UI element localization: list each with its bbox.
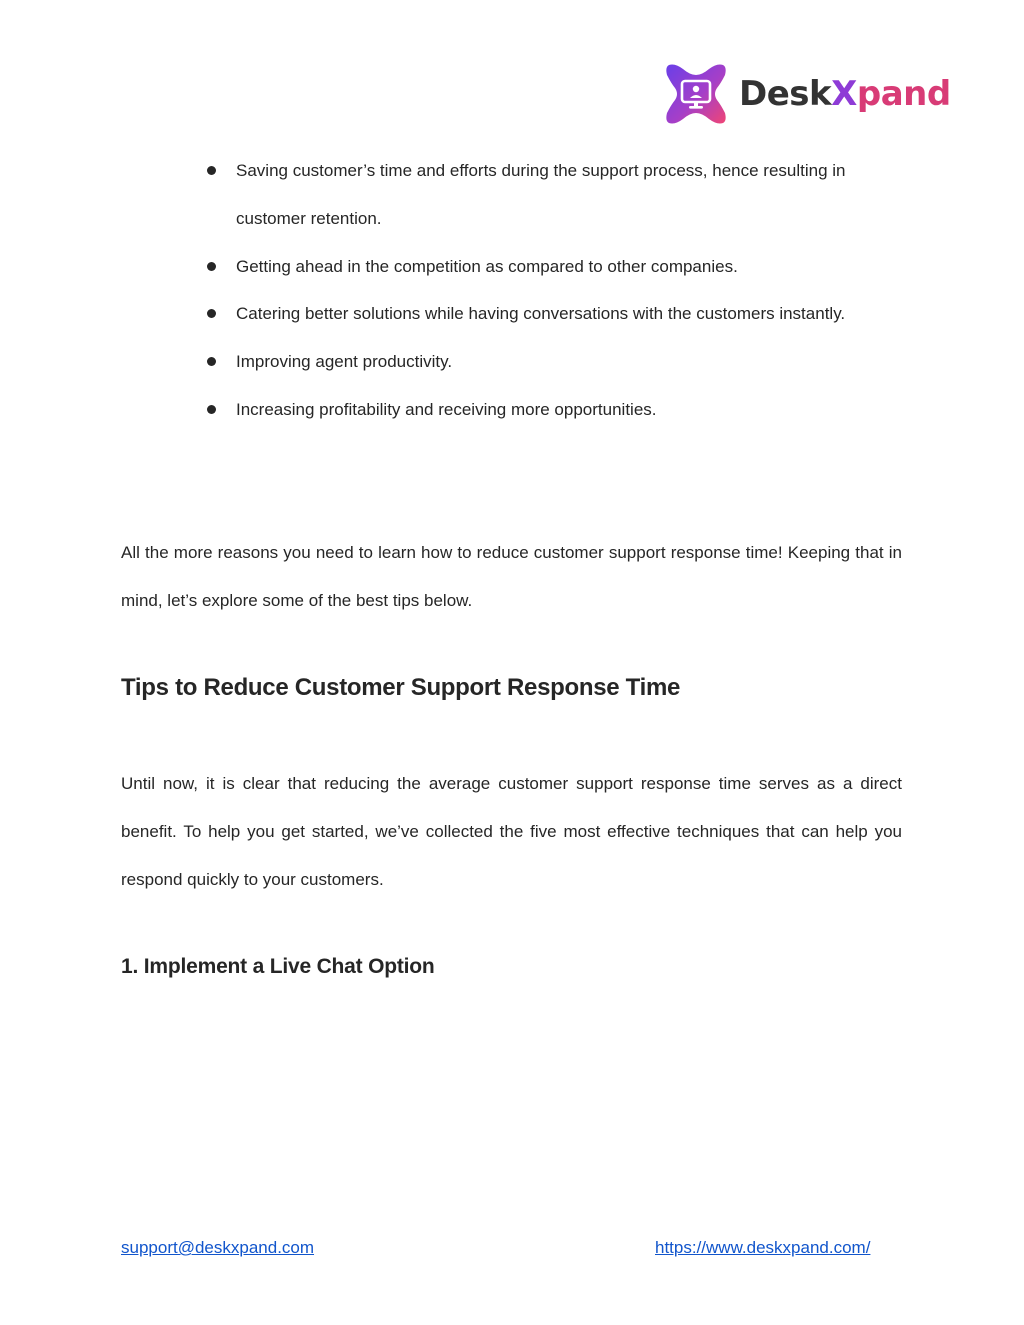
bullet-icon [207,166,216,175]
deskxpand-logo [663,60,951,128]
bullet-icon [207,309,216,318]
logo-text-x: X [831,74,857,114]
list-item-text: Saving customer’s time and efforts during the support process, hence resulting in customer retention. [236,161,846,228]
list-item [204,243,904,291]
logo-text-desk: Desk [739,74,832,114]
list-item [204,147,904,243]
support-email-link[interactable]: support@deskxpand.com [121,1238,315,1257]
tips-intro-paragraph: Until now, it is clear that reducing the average customer support response time serves as a direct benefit. To help you get started, we’ve collected the five most effective techniques that can help you respond quickly to your customers. [121,774,902,889]
deskxpand-logo-wordmark [739,74,951,114]
subheading-live-chat: 1. Implement a Live Chat Option [121,955,435,978]
section-heading-tips: Tips to Reduce Customer Support Response Time [121,674,681,701]
deskxpand-logo-icon [663,61,729,127]
website-link[interactable]: https://www.deskxpand.com/ [655,1238,871,1257]
bullet-icon [207,262,216,271]
list-item [204,290,904,338]
bullet-icon [207,405,216,414]
list-item-text: Increasing profitability and receiving more opportunities. [236,399,657,419]
list-item-text: Improving agent productivity. [236,352,453,372]
bullet-icon [207,357,216,366]
list-item-text: Getting ahead in the competition as compared to other companies. [236,256,738,276]
intro-paragraph: All the more reasons you need to learn how to reduce customer support response time! Keeping that in mind, let’s explore some of the best tips below. [121,543,902,610]
list-item [204,386,904,434]
list-item [204,338,904,386]
list-item-text: Catering better solutions while having conversations with the customers instantly. [236,304,846,324]
logo-text-pand: pand [856,74,951,114]
benefits-list [204,147,904,434]
